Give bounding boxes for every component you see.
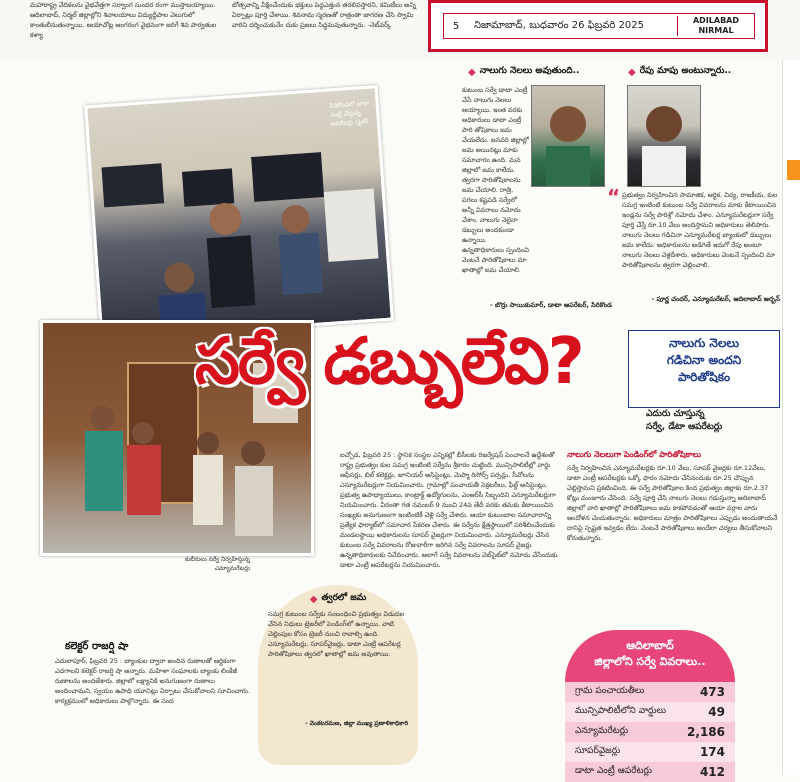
body-main-text: ఐచ్చోడ, ఫిబ్రవరి 25 : స్థానిక సంస్థల ఎన్నికల్లో బీసీలకు రిజర్వేషన్‌ పెంచాలనే ఉద్దేశంతో రాష్ట్ర ప్రభుత్వం కుల సమగ్ర ఇంటింటి సర్వేను శ్రీకారం చుట్టింది. మున్సిపాలిటీల్లో వార్డు ఆఫీసర్లు, బిల్‌ కలెక్టర్లు, జూనియర్‌ అసిస్టెంట్లు, మెప్మా రిసోర్స్‌ పర్సన్లు, సీవోలను ఎన్యూమరేటర్లుగా నియమించారు. గ్రామాల్లో పంచాయతీ సెక్రటరీలు, ఫీల్డ్‌ అసిస్టెంట్లు, ప్రభుత్వ ఉపాధ్యాయులు, కాంట్రాక్ట్‌ ఉద్యోగులను, ఎంఆర్‌సీ సిబ్బందిని ఎన్యూమరేటర్లుగా నియమించారు. వీరంతా గత నవంబర్‌ 9 నుంచి 24వ తేదీ వరకు తమకు కేటాయించిన సంఖ్యకు అనుగుణంగా ఇంటింటికీ వెళ్లి సర్వే చేశారు. ఆయా కుటుంబాల సమాచారాన్ని ప్రత్యేక ఫార్మాట్‌లో సమాచార సేకరణ చేశారు. ఈ సర్వేను క్షేత్రస్థాయిలో పరిశీలించేందుకు మండలస్థాయి అధికారులను సూపర్‌ వైజర్లుగా నియమించారు. ఎన్యూమరేటర్లు చేసిన కుటుంబ సర్వే వివరాలను రోజువారీగా జరిగిన సర్వే వివరాలను సూపర్‌ వైజర్లు ఉన్నతాధికారులకు నివేదించారు. అలాగే సర్వే వివరాలను వెబ్‌సైట్‌లో నమోదు చేసేందుకు డాటా ఎంట్రీ ఆపరేటర్లను నియమించారు. [340,451,558,569]
page-banner [428,0,768,52]
stats-value: 473 [699,685,725,699]
stats-title [565,630,735,682]
subheadline-line-5: సర్వే, డేటా ఆపరేటర్లు [646,422,723,432]
person-icon [532,86,604,186]
circle-heading [258,593,418,605]
stats-label: గ్రామ పంచాయతీలు [575,686,645,696]
stats-value: 412 [699,765,725,779]
stats-row [565,702,735,722]
circle-signature: - వెంకటరమణ, జిల్లా ముఖ్య ప్రణాళికాధికారి [305,720,408,727]
photo-top-caption: సిరికొండలో డాటా ఎంట్రీ చేస్తున్న ఆపరేటర్లు (ఫైల్) [329,99,370,128]
right-section-heading: నాలుగు నెలలుగా పెండింగ్‌లో పారితోషికాలు [567,450,702,459]
body-main-text-lower [420,615,558,775]
stats-row [565,722,735,742]
left-bottom-text: ఎదులాపూర్‌, ఫిబ్రవరి 25 : బ్యాంకుల ద్వారా అందిన రుణాలతో ఆర్థికంగా ఎదగాలని కలెక్టర్‌ రాజర్షి షా అన్నారు. మహిళా సంఘాలకు బ్యాంకు లింకేజీ రుణాలను అందజేశారు. జిల్లాలో లక్ష్యానికి అనుగుణంగా రుణాలు అందించామని, స్వయం ఉపాధి యూనిట్లు ఏర్పాటు చేసుకోవాలని సూచించారు. కార్యక్రమంలో అధికారులు పాల్గొన్నారు. ఈ సంద [55,657,250,705]
treasury-info-box [258,585,418,765]
district-1: ADILABAD [692,16,740,25]
quote-1-heading-text: నాలుగు నెలలు అవుతుంది.. [479,66,580,76]
main-headline: సర్వే డబ్బులేవి? [195,325,583,399]
quote-2-signature: - పూర్ణ చందర్‌, ఎన్యూమరేటర్‌, ఆదిలాబాద్‌ అర్బన్‌ [651,295,780,303]
quote-2-heading-text: రేపు మాపు అంటున్నారు.. [639,66,732,76]
stats-row [565,682,735,702]
adjacent-page-accent [787,160,800,180]
subheadline-strip [628,408,778,446]
subheadline-line-4: ఎదురు చూస్తున్న [646,409,705,419]
subheadline-line-1: నాలుగు నెలలు [668,336,740,350]
quote-2-text: ప్రభుత్వం నిర్వహించిన సామాజిక, ఆర్థిక, విద్య, రాజకీయ, కుల సమగ్ర ఇంటింటి కుటుంబ సర్వే వివరాలను మాకు కేటాయించిన ఇండ్లను సర్వే పారిశ్రో నమోదు చేశాం. ఎన్యూమరేటర్లుగా సర్వే పూర్తి చేస్తే రూ.10 వేలు అందిస్తామని అధికారులు తెలిపారు. నాలుగు నెలలు గడిచినా ఎన్యూమరేటర్ల బ్యాంకులో డబ్బులు జమ కాలేదు. అధికారులను అడిగితే ఇదుగో రేపు అంటూ నాలుగు నెలలు వెళ్లదీశారు. అధికారులు వెంటనే స్పందించి మా పారితోషికాలను త్వరగా చెల్లించాలి. [622,191,778,269]
stats-value: 2,186 [687,725,725,739]
portrait-purna-chander [627,85,701,187]
quote-1-signature: - బొర్రు సాయికుమార్‌, డాటా ఆపరేటర్‌, సిరికొండ [490,301,612,309]
quote-1-heading [468,66,618,78]
photo-bottom-caption: కుబీరులు సర్వే నిర్వహిస్తున్న ఎన్యూమరేటర్లు [185,556,250,572]
diamond-icon: ◆ [628,66,636,78]
stats-row [565,762,735,782]
stats-label: డాటా ఎంట్రీ ఆపరేటర్లు [575,766,652,776]
stats-value: 174 [699,745,725,759]
stats-row [565,742,735,762]
right-section-text: సర్వే నిర్వహించిన ఎన్యూమరేటర్లకు రూ.10 వేలు, సూపర్‌ వైజర్లకు రూ.12వేలు, డాటా ఎంట్రీ ఆపరేటర్లకు ఒక్కో ఫారం నమోదు చేసినందుకు రూ.25 చొప్పున చెల్లిస్తామని ప్రకటించింది. ఈ సర్వే పారితోషికాల కింద ప్రభుత్వం జిల్లాకు రూ.2.37 కోట్లు మంజూరు చేసింది. సర్వే పూర్తి చేసి నాలుగు నెలలు గడుస్తున్నా ఆదిలాబాద్‌ జిల్లాలో వారి ఖాతాల్లో పారితోషికాలు జమ కాకపోవడంతో ఆయా వర్గాల వారు ఆందోళన చెందుతున్నారు. అధికారులు మాత్రం పారితోషికాలు ఎప్పుడు అందుతాయనే దానిపై స్పష్టత ఇవ్వడం లేదు. వెంటనే పారితోషికాలు అందేలా చర్యలు తీసుకోవాలని కోరుతున్నారు. [567,464,778,542]
quote-2-heading [628,66,778,78]
stats-label: ఎన్యూమరేటర్లు [575,726,629,736]
district-2: NIRMAL [698,26,734,35]
left-bottom-heading: కలెక్టర్‌ రాజర్షి షా [65,641,129,652]
circle-heading-text: త్వరలో జమ [321,593,367,603]
district-label [677,16,754,36]
subheadline-box [628,330,780,408]
stats-title-2: జిల్లాలోని సర్వే వివరాలు.. [594,655,706,668]
person-icon [628,86,700,186]
diamond-icon: ◆ [468,66,476,78]
stats-label: సూపర్‌వైజర్లు [575,746,621,756]
stats-title-1: ఆదిలాబాద్‌ [626,639,674,652]
stats-value: 49 [708,705,725,719]
stats-label: మున్సిపాలిటీలోని వార్డులు [575,706,666,716]
portrait-sai-kumar [531,85,605,187]
date-line: నిజామాబాద్‌, బుధవారం 26 ఫిబ్రవరి 2025 [474,20,644,31]
quote-mark-icon: “ [607,185,621,209]
top-column-right: బోత్సవాన్ని వీక్షించేందుకు భక్తులు పెద్దఎత్తున తరలివస్తారని, కమిటీలు అన్ని ఏర్పాట్లు పూర్తి చేశాయి. శివనామ స్మరణతో రాత్రంతా జాగరణ చేసి స్వామి వారిని దర్శించుకునేం దుకు ప్రజలు సిద్ధమవుతున్నారు. -నెట్‌వర్క్ [232,1,417,29]
circle-text: సమగ్ర కుటుంబ సర్వేకు సంబంధించి ప్రభుత్వం విడుదల చేసిన నిధులు ట్రెజరీలో పెండింగ్‌లో ఉన్నాయి. వాటి చెల్లింపుల కోసం ట్రెజరీ నుంచి రావాల్సి ఉంది. ఎన్యూమరేటర్లు, సూపర్‌వైజర్లు, డాటా ఎంట్రీ ఆపరేటర్ల పారితోషికాలు త్వరలో ఖాతాల్లో జమ అవుతాయి. [268,610,405,658]
subheadline-line-3: పారితోషికం [677,370,731,384]
quote-1-text: కుటుంబ సర్వే డాటా ఎంట్రీ చేసే నాలుగు నెలలు అయ్యాయి. ఇంత వరకు అధికారులు డాటా ఎంట్రీ పారి తోషికాలు జమ చేయలేదు. జనవరి జిల్లాల్లో జమ అయినట్లు మాకు సమాచారం ఉంది. మన జిల్లాలో జమ కాలేదు. త్వరగా పారితోషికాలను జమ చేయాలి. రాత్రి, పగలు కష్టపడి సర్వేలో అన్నీ వివరాలు నమోదు చేశాం. నాలుగు నెలైనా డబ్బులు అందకుండా ఉన్నాయి. ఉన్నతాధికారులు స్పందించి వెంటనే పారితోషికాలు మా ఖాతాల్లో జమ చేయాలి. [462,86,529,274]
top-column-left: మహారాష్ట్ర వేదికలను వైభవేత్తగా సర్వాంగ సుందర రంగా ముస్తాబయ్యాయి. ఆదిలాబాద్, నిర్మల్ జిల్లాల్లోని శివాలయాలు విద్యుద్దీపాల వెలుగులో కాంతులీనుతున్నాయి. ఆయాచోట్ల ఆంగరంగ వైభవంగా జరిగే శివ పార్వతుల కళ్యా [30,1,217,39]
survey-stats-box [565,630,735,779]
subheadline-line-2: గడిచినా అందని [666,353,742,367]
diamond-icon: ◆ [309,593,318,605]
page-number: 5 [452,20,460,32]
